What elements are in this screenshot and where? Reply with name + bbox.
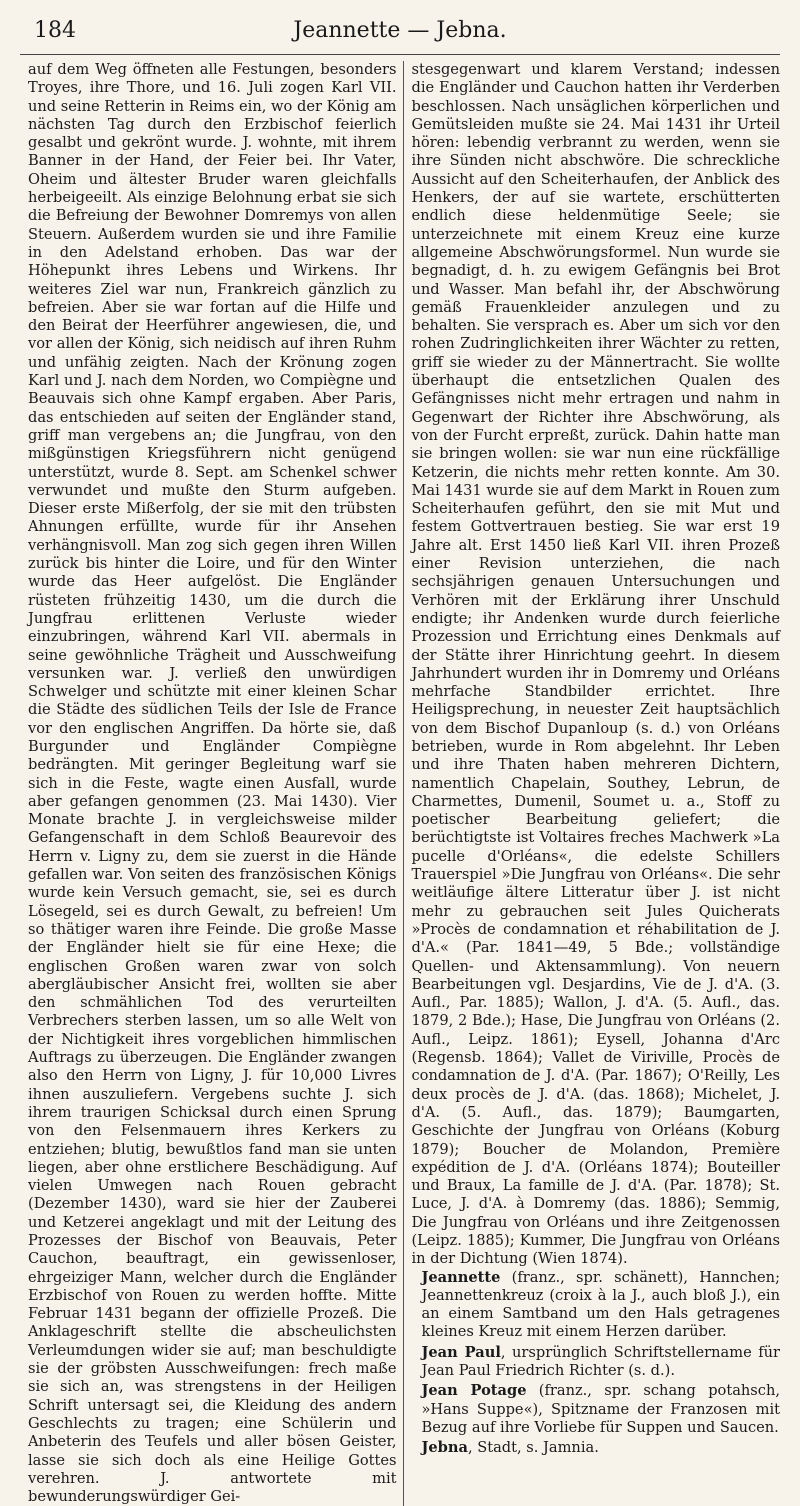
left-column-text: auf dem Weg öffneten alle Festungen, besonders Troyes, ihre Thore, und 16. Juli zogen Karl VII. und seine Retterin in Reims ein, wo der König am nächsten Tag durch den Erzbischof feierlich gesalbt und gekrönt wurde. J. wohnte, mit ihrem Banner in der Hand, der Feier bei. Ihr Vater, Oheim und ältester Bruder waren gleichfalls herbeigeeilt. Als einzige Belohnung erbat sie sich die Befreiung der Bewohner Domremys von allen Steuern. Außerdem wurden sie und ihre Familie in den Adelstand erhoben. Das war der Höhepunkt ihres Lebens und Wirkens. Ihr weiteres Ziel war nun, Frankreich gänzlich zu befreien. Aber sie war fortan auf die Hilfe und den Beirat der Heerführer angewiesen, die, und vor allen der König, sich neidisch auf ihren Ruhm und unfähig zeigten. Nach der Krönung zogen Karl und J. nach dem Norden, wo Compiègne und Beauvais sich ohne Kampf ergaben. Aber Paris, das entschieden auf seiten der Engländer stand, griff man vergebens an; die Jungfrau, von den mißgünstigen Kriegsführern nicht genügend unterstützt, wurde 8. Sept. am Schenkel schwer verwundet und mußte den Sturm aufgeben. Dieser erste Mißerfolg, der sie mit den trübsten Ahnungen erfüllte, wurde für ihr Ansehen verhängnisvoll. Man zog sich gegen ihren Willen zurück bis hinter die Loire, und für den Winter wurde das Heer aufgelöst. Die Engländer rüsteten frühzeitig 1430, um die durch die Jungfrau erlittenen Verluste wieder einzubringen, während Karl VII. abermals in seine gewöhnliche Trägheit und Ausschweifung versunken war. J. verließ den unwürdigen Schwelger und schützte mit einer kleinen Schar die Städte des südlichen Teils der Isle de France vor den englischen Angriffen. Da hörte sie, daß Burgunder und Engländer Compiègne bedrängten. Mit geringer Begleitung warf sie sich in die Feste, wagte einen Ausfall, wurde aber gefangen genommen (23. Mai 1430). Vier Monate brachte J. in vergleichsweise milder Gefangenschaft in dem Schloß Beaurevoir des Herrn v. Ligny zu, dem sie zuerst in die Hände gefallen war. Von seiten des französischen Königs wurde kein Versuch gemacht, sie, sei es durch Lösegeld, sei es durch Gewalt, zu befreien! Um so thätiger waren ihre Feinde. Die große Masse der Engländer hielt sie für eine Hexe; die englischen Großen waren zwar von solch abergläubischer Ansicht frei, wollten sie aber den schmählichen Tod des verurteilten Verbrechers sterben lassen, um so alle Welt von der Nichtigkeit ihres vorgeblichen himmlischen Auftrags zu überzeugen. Die Engländer zwangen also den Herrn von Ligny, J. für 10,000 Livres ihnen auszuliefern. Vergebens suchte J. sich ihrem traurigen Schicksal durch einen Sprung von den Felsenmauern ihres Kerkers zu entziehen; blutig, bewußtlos fand man sie unten liegen, aber ohne erstlichere Beschädigung. Auf vielen Umwegen nach Rouen gebracht (Dezember 1430), ward sie hier der Zauberei und Ketzerei angeklagt und mit der Leitung des Prozesses der Bischof von Beauvais, Peter Cauchon, beauftragt, ein gewissenloser, ehrgeiziger Mann, welcher durch die Engländer Erzbischof von Rouen zu werden hoffte. Mitte Februar 1431 begann der offizielle Prozeß. Die Anklageschrift stellte die abscheulichsten Verleumdungen wider sie auf; man beschuldigte sie der gröbsten Ausschweifungen: frech maße sie sich an, was strengstens in der Heiligen Schrift untersagt sei, die Kleidung des andern Geschlechts zu tragen; eine Schülerin und Anbeterin des Teufels und aller bösen Geister, lasse sie sich doch als eine Heilige Gottes verehren. J. antwortete mit bewunderungswürdiger Gei-	[28, 61, 397, 1506]
left-column	[20, 61, 403, 1506]
page-number: 184	[34, 18, 76, 43]
page-header	[20, 10, 780, 55]
entry-headword: Jeannette	[421, 1268, 501, 1286]
entry-headword: Jean Potage	[421, 1382, 527, 1400]
right-column-text: stesgegenwart und klarem Verstand; indessen die Engländer und Cauchon hatten ihr Verderben beschlossen. Nach unsäglichen körperlichen und Gemütsleiden mußte sie 24. Mai 1431 ihr Urteil hören: lebendig verbrannt zu werden, wenn sie ihre Sünden nicht abschwöre. Die schreckliche Aussicht auf den Scheiterhaufen, der Anblick des Henkers, der auf sie wartete, erschütterten endlich diese heldenmütige Seele; sie unterzeichnete mit einem Kreuz eine kurze allgemeine Abschwörungsformel. Nun wurde sie begnadigt, d. h. zu ewigem Gefängnis bei Brot und Wasser. Man befahl ihr, der Abschwörung gemäß Frauenkleider anzulegen und zu behalten. Sie versprach es. Aber um sich vor den rohen Zudringlichkeiten ihrer Wächter zu retten, griff sie wieder zu der Männertracht. Sie wollte überhaupt die entsetzlichen Qualen des Gefängnisses nicht mehr ertragen und nahm in Gegenwart der Richter ihre Abschwörung, als von der Furcht erpreßt, zurück. Dahin hatte man sie bringen wollen: sie war nun eine rückfällige Ketzerin, die nichts mehr retten konnte. Am 30. Mai 1431 wurde sie auf dem Markt in Rouen zum Scheiterhaufen geführt, den sie mit Mut und festem Gottvertrauen bestieg. Sie war erst 19 Jahre alt. Erst 1450 ließ Karl VII. ihren Prozeß einer Revision unterziehen, die nach sechsjährigen genauen Untersuchungen und Verhören mit der Erklärung ihrer Unschuld endigte; ihr Andenken wurde durch feierliche Prozession und Errichtung eines Denkmals auf der Stätte ihrer Hinrichtung geehrt. In diesem Jahrhundert wurden ihr in Domremy und Orléans mehrfache Standbilder errichtet. Ihre Heiligsprechung, in neuester Zeit hauptsächlich von dem Bischof Dupanloup (s. d.) von Orléans betrieben, wurde in Rom abgelehnt. Ihr Leben und ihre Thaten haben mehreren Dichtern, namentlich Chapelain, Southey, Lebrun, de Charmettes, Dumenil, Soumet u. a., Stoff zu poetischer Bearbeitung geliefert; die berüchtigtste ist Voltaires freches Machwerk »La pucelle d'Orléans«, die edelste Schillers Trauerspiel »Die Jungfrau von Orléans«. Die sehr weitläufige ältere Litteratur über J. ist nicht mehr zu gebrauchen seit Jules Quicherats »Procès de condamnation et réhabilitation de J. d'A.« (Par. 1841—49, 5 Bde.; vollständige Quellen- und Aktensammlung). Von neuern Bearbeitungen vgl. Desjardins, Vie de J. d'A. (3. Aufl., Par. 1885); Wallon, J. d'A. (5. Aufl., das. 1879, 2 Bde.); Hase, Die Jungfrau von Orléans (2. Aufl., Leipz. 1861); Eysell, Johanna d'Arc (Regensb. 1864); Vallet de Viriville, Procès de condamnation de J. d'A. (Par. 1867); O'Reilly, Les deux procès de J. d'A. (das. 1868); Michelet, J. d'A. (5. Aufl., das. 1879); Baumgarten, Geschichte der Jungfrau von Orléans (Koburg 1879); Boucher de Molandon, Première expédition de J. d'A. (Orléans 1874); Bouteiller und Braux, La famille de J. d'A. (Par. 1878); St. Luce, J. d'A. à Domremy (das. 1886); Semmig, Die Jungfrau von Orléans und ihre Zeitgenossen (Leipz. 1885); Kummer, Die Jungfrau von Orléans in der Dichtung (Wien 1874).	[411, 61, 780, 1268]
entry-text: , Stadt, s. Jamnia.	[467, 1439, 599, 1457]
entry-text: (franz., spr. schänett), Hannchen; Jeannettenkreuz (croix à la J., auch bloß J.), ein an einem Samtband um den Hals getragenes kleines Kreuz mit einem Herzen darüber.	[421, 1268, 780, 1341]
entry-headword: Jebna	[421, 1439, 468, 1457]
right-column	[403, 61, 780, 1506]
entry-jeannette	[411, 1269, 780, 1342]
entry-headword: Jean Paul	[421, 1343, 501, 1361]
running-head: Jeannette — Jebna.	[293, 18, 507, 43]
text-columns	[20, 61, 780, 1506]
entry-text: , ursprünglich Schriftstellername für Jean Paul Friedrich Richter (s. d.).	[421, 1343, 780, 1380]
entry-jean-potage	[411, 1382, 780, 1437]
entry-text: (franz., spr. schang potahsch, »Hans Suppe«), Spitzname der Franzosen mit Bezug auf ihre Vorliebe für Suppen und Saucen.	[421, 1382, 780, 1436]
entry-jean-paul	[411, 1344, 780, 1381]
entry-jebna	[411, 1439, 780, 1457]
